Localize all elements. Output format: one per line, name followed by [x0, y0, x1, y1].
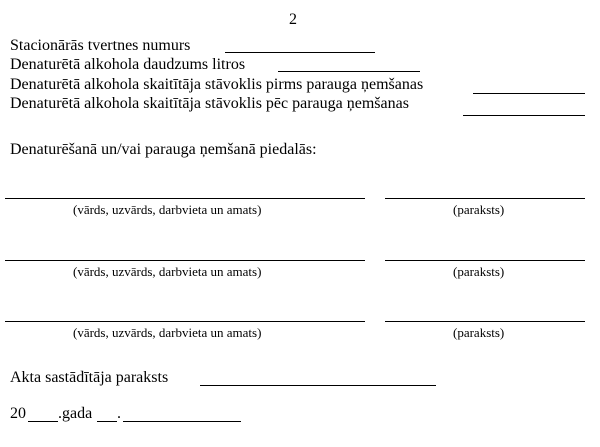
participant-1-name-line[interactable] [5, 198, 365, 199]
participant-3-sign-caption: (paraksts) [453, 325, 505, 340]
date-gada-label: .gada [58, 405, 93, 422]
participant-3-name-caption: (vārds, uzvārds, darbvieta un amats) [73, 325, 262, 340]
participant-3-name-line[interactable] [5, 321, 365, 322]
field-line-tank-number[interactable] [225, 52, 375, 53]
date-month-line[interactable] [123, 421, 241, 422]
field-line-meter-after[interactable] [463, 115, 585, 116]
participants-heading: Denaturēšanā un/vai parauga ņemšanā piedalās: [10, 141, 317, 158]
page-number: 2 [289, 11, 297, 28]
participant-2-name-line[interactable] [5, 260, 365, 261]
field-label-meter-after: Denaturētā alkohola skaitītāja stāvoklis pēc parauga ņemšanas [10, 95, 409, 112]
participant-1-sign-line[interactable] [385, 198, 585, 199]
participant-1-name-caption: (vārds, uzvārds, darbvieta un amats) [73, 202, 262, 217]
author-signature-label: Akta sastādītāja paraksts [10, 369, 169, 386]
participant-2-sign-line[interactable] [385, 260, 585, 261]
date-prefix: 20 [10, 405, 26, 422]
date-dot: . [117, 405, 121, 422]
author-signature-line[interactable] [200, 385, 436, 386]
date-day-line[interactable] [97, 421, 117, 422]
field-label-meter-before: Denaturētā alkohola skaitītāja stāvoklis pirms parauga ņemšanas [10, 76, 424, 93]
field-line-meter-before[interactable] [473, 93, 585, 94]
field-label-tank-number: Stacionārās tvertnes numurs [10, 37, 191, 54]
participant-2-sign-caption: (paraksts) [453, 264, 505, 279]
participant-1-sign-caption: (paraksts) [453, 202, 505, 217]
participant-2-name-caption: (vārds, uzvārds, darbvieta un amats) [73, 264, 262, 279]
field-line-alcohol-quantity[interactable] [278, 71, 420, 72]
date-year-line[interactable] [28, 421, 58, 422]
participant-3-sign-line[interactable] [385, 321, 585, 322]
field-label-alcohol-quantity: Denaturētā alkohola daudzums litros [10, 56, 246, 73]
